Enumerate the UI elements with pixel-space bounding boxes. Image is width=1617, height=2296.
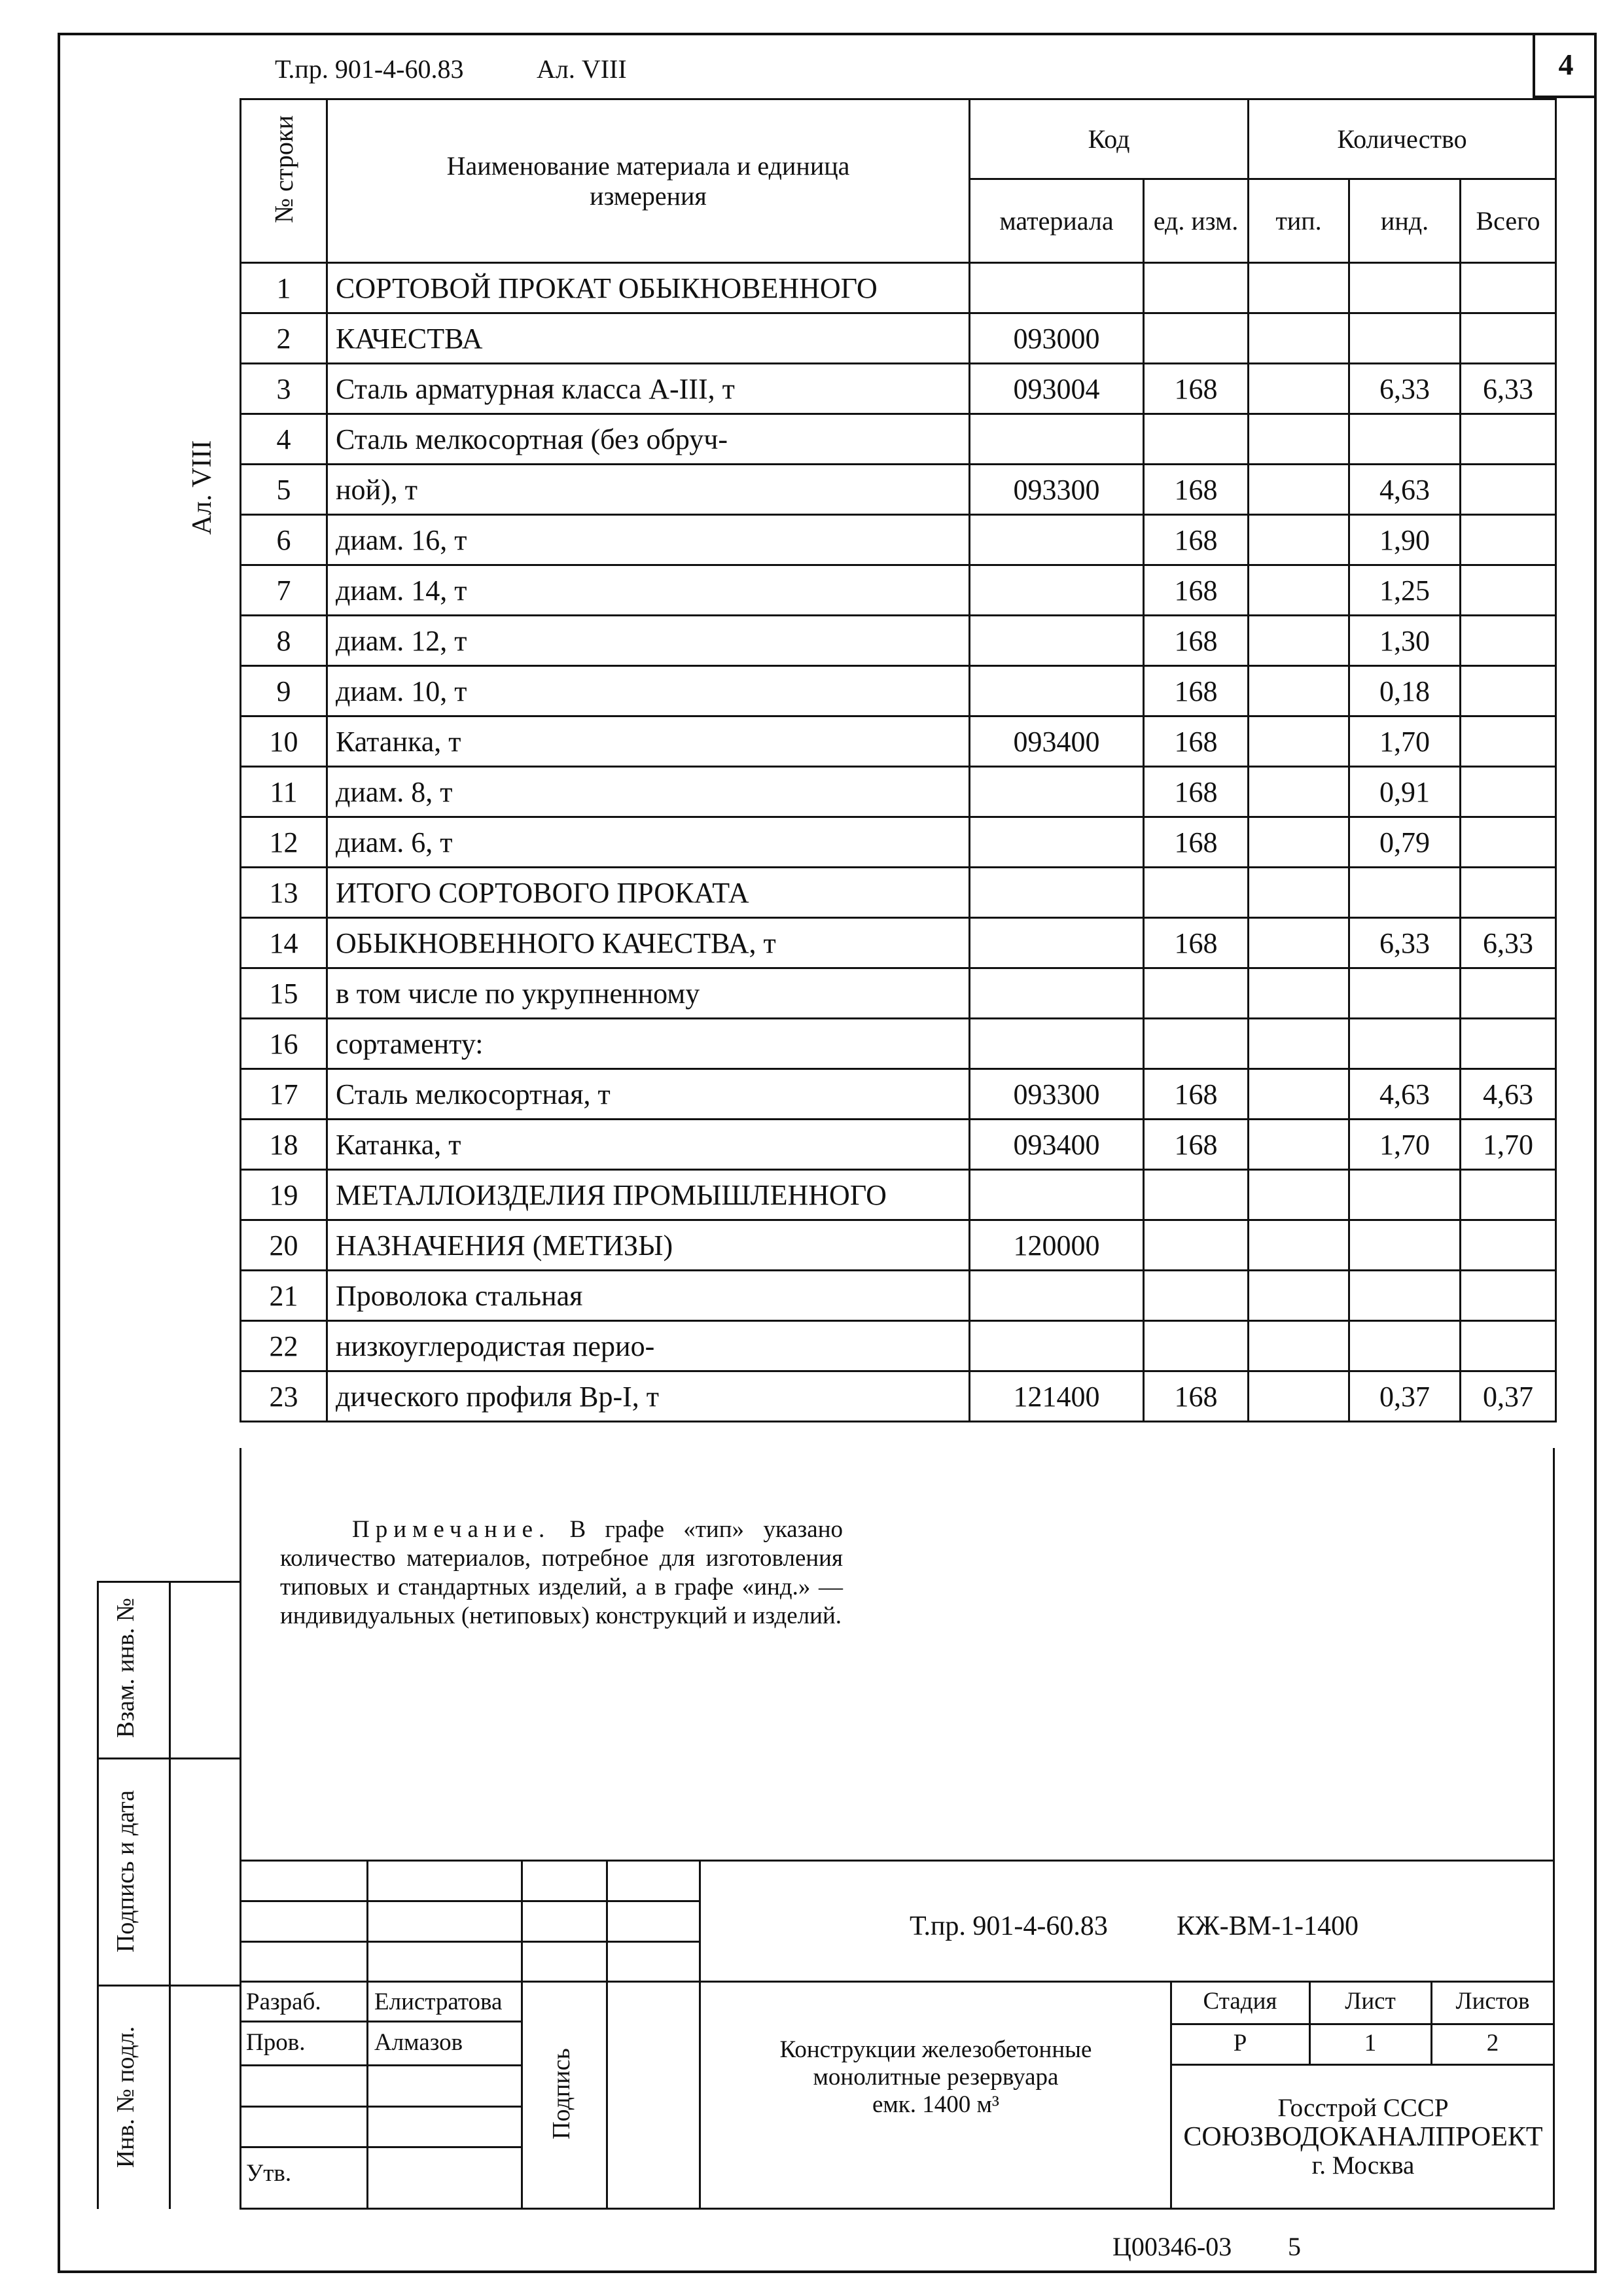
row-qty-ind: 1,70 [1349, 1120, 1461, 1170]
row-qty-ind: 0,18 [1349, 666, 1461, 716]
tb-prov-label: Пров. [246, 2029, 306, 2056]
row-name: Катанка, т [327, 716, 970, 767]
header-code: Код [970, 99, 1249, 179]
row-qty-tip [1249, 918, 1349, 968]
row-qty-ind: 0,37 [1349, 1371, 1461, 1422]
row-number: 8 [241, 616, 327, 666]
tb-org-line-3: г. Москва [1311, 2151, 1415, 2180]
tb-sheet-value: 1 [1364, 2030, 1377, 2057]
row-qty-ind [1349, 868, 1461, 918]
side-album-label: Ал. VIII [187, 440, 217, 535]
row-qty-total [1461, 414, 1556, 465]
row-number: 3 [241, 364, 327, 414]
tb-doc-code: Т.пр. 901-4-60.83 [910, 1911, 1108, 1941]
row-name: Катанка, т [327, 1120, 970, 1170]
row-material-code: 093000 [970, 313, 1144, 364]
row-qty-total [1461, 666, 1556, 716]
table-row [241, 263, 1556, 313]
row-unit-code: 168 [1144, 515, 1249, 565]
row-unit-code: 168 [1144, 767, 1249, 817]
row-qty-tip [1249, 1069, 1349, 1120]
row-qty-total [1461, 515, 1556, 565]
row-name: диам. 12, т [327, 616, 970, 666]
row-number: 4 [241, 414, 327, 465]
table-row [241, 313, 1556, 364]
table-row [241, 515, 1556, 565]
row-unit-code: 168 [1144, 616, 1249, 666]
row-qty-total [1461, 716, 1556, 767]
row-material-code [970, 666, 1144, 716]
note [280, 1515, 843, 1631]
tb-prov-name: Алмазов [374, 2029, 463, 2056]
tb-line-e [240, 2064, 521, 2066]
tb-line-g [240, 2146, 521, 2148]
tb-stage-label: Стадия [1203, 1988, 1277, 2015]
header-name: Наименование материала и единица измерения [327, 99, 970, 263]
tb-utv-label: Утв. [246, 2160, 292, 2187]
row-unit-code: 168 [1144, 716, 1249, 767]
row-name: низкоуглеродистая перио- [327, 1321, 970, 1371]
table-row [241, 1069, 1556, 1120]
row-qty-total [1461, 616, 1556, 666]
row-name: ной), т [327, 465, 970, 515]
tb-vline-1 [366, 1860, 368, 2209]
tb-stage-line-1 [1170, 2023, 1555, 2025]
row-qty-ind: 4,63 [1349, 465, 1461, 515]
row-name: НАЗНАЧЕНИЯ (МЕТИЗЫ) [327, 1220, 970, 1271]
row-qty-total [1461, 313, 1556, 364]
row-name: диам. 8, т [327, 767, 970, 817]
tb-organization [1171, 2094, 1555, 2180]
table-row [241, 1321, 1556, 1371]
row-name: диам. 10, т [327, 666, 970, 716]
table-row [241, 1120, 1556, 1170]
row-qty-tip [1249, 666, 1349, 716]
row-name: Сталь мелкосортная (без обруч- [327, 414, 970, 465]
tb-org-line-2: СОЮЗВОДОКАНАЛПРОЕКТ [1183, 2122, 1543, 2152]
row-unit-code: 168 [1144, 1371, 1249, 1422]
row-number: 10 [241, 716, 327, 767]
row-qty-total [1461, 767, 1556, 817]
row-qty-total [1461, 1170, 1556, 1220]
row-number: 1 [241, 263, 327, 313]
row-name: Сталь арматурная класса А-III, т [327, 364, 970, 414]
row-number: 12 [241, 817, 327, 868]
tb-title-line-3: емк. 1400 м³ [872, 2091, 1000, 2118]
row-qty-tip [1249, 364, 1349, 414]
row-qty-ind [1349, 313, 1461, 364]
side-strip-divider [169, 1581, 171, 2209]
table-row [241, 1271, 1556, 1321]
row-qty-tip [1249, 1371, 1349, 1422]
tb-title [707, 2036, 1165, 2119]
row-qty-ind [1349, 1220, 1461, 1271]
tb-vline-3 [606, 1860, 608, 2209]
row-qty-total [1461, 1220, 1556, 1271]
row-qty-total: 6,33 [1461, 918, 1556, 968]
side-podpis-data: Подпись и дата [112, 1790, 139, 1953]
row-material-code [970, 968, 1144, 1019]
row-qty-tip [1249, 313, 1349, 364]
tb-line-f [240, 2106, 521, 2108]
row-number: 19 [241, 1170, 327, 1220]
table-left-extension [240, 1448, 241, 2210]
row-material-code [970, 263, 1144, 313]
table-row [241, 1371, 1556, 1422]
row-qty-ind: 1,30 [1349, 616, 1461, 666]
row-number: 11 [241, 767, 327, 817]
row-unit-code [1144, 968, 1249, 1019]
table-row [241, 1170, 1556, 1220]
row-material-code: 093300 [970, 465, 1144, 515]
row-qty-total: 6,33 [1461, 364, 1556, 414]
row-qty-tip [1249, 1120, 1349, 1170]
table-row [241, 465, 1556, 515]
tb-razrab-label: Разраб. [246, 1988, 321, 2015]
tb-vline-2 [521, 1860, 523, 2209]
row-name: Сталь мелкосортная, т [327, 1069, 970, 1120]
tb-vline-4 [699, 1860, 701, 2209]
footer-page: 5 [1288, 2232, 1301, 2261]
row-qty-tip [1249, 515, 1349, 565]
table-row [241, 918, 1556, 968]
row-name: ОБЫКНОВЕННОГО КАЧЕСТВА, т [327, 918, 970, 968]
row-qty-tip [1249, 1220, 1349, 1271]
tb-line-bottom [240, 2208, 1555, 2210]
note-heading: Примечание. [352, 1516, 551, 1543]
row-number: 9 [241, 666, 327, 716]
row-qty-tip [1249, 414, 1349, 465]
row-material-code: 121400 [970, 1371, 1144, 1422]
row-qty-total [1461, 817, 1556, 868]
row-number: 21 [241, 1271, 327, 1321]
row-qty-total [1461, 968, 1556, 1019]
row-material-code [970, 868, 1144, 918]
table-row [241, 616, 1556, 666]
table-row [241, 364, 1556, 414]
row-unit-code: 168 [1144, 666, 1249, 716]
row-qty-tip [1249, 1321, 1349, 1371]
side-inv-podl: Инв. № подл. [112, 2026, 139, 2168]
tb-org-line-1: Госстрой СССР [1277, 2094, 1449, 2122]
row-qty-total [1461, 1321, 1556, 1371]
row-unit-code: 168 [1144, 1069, 1249, 1120]
row-material-code [970, 918, 1144, 968]
table-row [241, 1019, 1556, 1069]
side-vzam-inv: Взам. инв. № [112, 1597, 139, 1739]
tb-stage-line-2 [1170, 2064, 1555, 2066]
header-qty-total: Всего [1461, 179, 1556, 263]
materials-table [240, 98, 1557, 1422]
row-qty-ind: 1,90 [1349, 515, 1461, 565]
row-qty-ind: 0,79 [1349, 817, 1461, 868]
header-album: Ал. VIII [537, 54, 627, 84]
row-name: диам. 16, т [327, 515, 970, 565]
header-qty-ind: инд. [1349, 179, 1461, 263]
row-material-code [970, 414, 1144, 465]
row-qty-ind: 1,70 [1349, 716, 1461, 767]
row-unit-code: 168 [1144, 1120, 1249, 1170]
row-qty-tip [1249, 1170, 1349, 1220]
row-qty-tip [1249, 263, 1349, 313]
table-row [241, 1220, 1556, 1271]
materials-table-body [241, 263, 1556, 1422]
row-material-code [970, 565, 1144, 616]
row-qty-total [1461, 1019, 1556, 1069]
table-row [241, 868, 1556, 918]
row-qty-total [1461, 1271, 1556, 1321]
row-qty-total [1461, 465, 1556, 515]
row-unit-code: 168 [1144, 565, 1249, 616]
row-qty-ind: 6,33 [1349, 918, 1461, 968]
row-unit-code: 168 [1144, 364, 1249, 414]
row-qty-ind [1349, 1321, 1461, 1371]
row-qty-tip [1249, 465, 1349, 515]
row-name: СОРТОВОЙ ПРОКАТ ОБЫКНОВЕННОГО [327, 263, 970, 313]
header-code-unit: ед. изм. [1144, 179, 1249, 263]
row-unit-code: 168 [1144, 817, 1249, 868]
row-qty-tip [1249, 968, 1349, 1019]
row-number: 23 [241, 1371, 327, 1422]
row-unit-code [1144, 1271, 1249, 1321]
row-name: дического профиля Вр-I, т [327, 1371, 970, 1422]
row-material-code: 093400 [970, 716, 1144, 767]
row-material-code [970, 515, 1144, 565]
row-material-code [970, 1170, 1144, 1220]
row-number: 7 [241, 565, 327, 616]
row-qty-tip [1249, 817, 1349, 868]
row-unit-code [1144, 1321, 1249, 1371]
row-material-code [970, 817, 1144, 868]
row-qty-total: 1,70 [1461, 1120, 1556, 1170]
side-strip-left [97, 1581, 99, 2209]
row-qty-total: 0,37 [1461, 1371, 1556, 1422]
row-material-code [970, 767, 1144, 817]
row-material-code: 093004 [970, 364, 1144, 414]
header-qty-tip: тип. [1249, 179, 1349, 263]
table-row [241, 414, 1556, 465]
table-row [241, 968, 1556, 1019]
page-number: 4 [1533, 33, 1597, 98]
row-qty-total: 4,63 [1461, 1069, 1556, 1120]
row-unit-code [1144, 414, 1249, 465]
row-unit-code [1144, 263, 1249, 313]
row-qty-ind [1349, 414, 1461, 465]
tb-razrab-name: Елистратова [374, 1988, 503, 2015]
row-qty-ind [1349, 1271, 1461, 1321]
row-unit-code: 168 [1144, 465, 1249, 515]
row-qty-ind: 6,33 [1349, 364, 1461, 414]
row-name: Проволока стальная [327, 1271, 970, 1321]
row-number: 6 [241, 515, 327, 565]
row-qty-ind [1349, 1019, 1461, 1069]
row-material-code [970, 1321, 1144, 1371]
row-name: КАЧЕСТВА [327, 313, 970, 364]
row-number: 18 [241, 1120, 327, 1170]
header-doc-code: Т.пр. 901-4-60.83 [275, 54, 464, 84]
row-unit-code [1144, 1019, 1249, 1069]
header-row-no: № строки [241, 99, 327, 263]
note-text: В графе «тип» указано количество материалов, потребное для изготовления типовых и стандартных изделий, а в графе «инд.» — индивидуальных (нетиповых) конструкций и изделий. [280, 1516, 843, 1629]
row-number: 20 [241, 1220, 327, 1271]
footer-archive-code: Ц00346-03 [1112, 2232, 1232, 2261]
row-qty-ind [1349, 968, 1461, 1019]
tb-line-c [240, 1981, 1555, 1983]
row-unit-code [1144, 1170, 1249, 1220]
table-row [241, 817, 1556, 868]
row-qty-ind [1349, 1170, 1461, 1220]
tb-title-line-1: Конструкции железобетонные [779, 2036, 1092, 2063]
row-name: сортаменту: [327, 1019, 970, 1069]
row-number: 14 [241, 918, 327, 968]
table-row [241, 767, 1556, 817]
row-number: 15 [241, 968, 327, 1019]
row-qty-ind [1349, 263, 1461, 313]
row-qty-tip [1249, 868, 1349, 918]
table-row [241, 716, 1556, 767]
tb-line-d [240, 2021, 521, 2022]
tb-sheet-code: КЖ-ВМ-1-1400 [1177, 1911, 1359, 1941]
tb-podpis-label: Подпись [548, 2048, 575, 2140]
row-qty-total [1461, 263, 1556, 313]
table-row [241, 666, 1556, 716]
tb-sheets-label: Листов [1455, 1988, 1530, 2015]
row-number: 17 [241, 1069, 327, 1120]
row-unit-code: 168 [1144, 918, 1249, 968]
row-name: в том числе по укрупненному [327, 968, 970, 1019]
row-name: МЕТАЛЛОИЗДЕЛИЯ ПРОМЫШЛЕННОГО [327, 1170, 970, 1220]
row-qty-total [1461, 868, 1556, 918]
row-material-code [970, 616, 1144, 666]
row-number: 13 [241, 868, 327, 918]
row-material-code [970, 1019, 1144, 1069]
row-qty-tip [1249, 716, 1349, 767]
row-number: 22 [241, 1321, 327, 1371]
row-number: 2 [241, 313, 327, 364]
row-number: 5 [241, 465, 327, 515]
row-qty-total [1461, 565, 1556, 616]
row-qty-tip [1249, 616, 1349, 666]
row-name: диам. 6, т [327, 817, 970, 868]
row-qty-ind: 0,91 [1349, 767, 1461, 817]
tb-sheet-label: Лист [1345, 1988, 1396, 2015]
row-qty-tip [1249, 1271, 1349, 1321]
row-material-code [970, 1271, 1144, 1321]
row-qty-tip [1249, 1019, 1349, 1069]
row-qty-tip [1249, 565, 1349, 616]
tb-sheets-value: 2 [1486, 2030, 1499, 2057]
row-unit-code [1144, 1220, 1249, 1271]
row-name: ИТОГО СОРТОВОГО ПРОКАТА [327, 868, 970, 918]
row-unit-code [1144, 313, 1249, 364]
row-qty-ind: 1,25 [1349, 565, 1461, 616]
header-code-material: материала [970, 179, 1144, 263]
row-material-code: 093300 [970, 1069, 1144, 1120]
row-name: диам. 14, т [327, 565, 970, 616]
tb-title-line-2: монолитные резервуара [813, 2064, 1059, 2091]
tb-line-top [240, 1860, 1555, 1862]
table-row [241, 565, 1556, 616]
row-material-code: 120000 [970, 1220, 1144, 1271]
header-quantity: Количество [1249, 99, 1556, 179]
row-unit-code [1144, 868, 1249, 918]
row-material-code: 093400 [970, 1120, 1144, 1170]
row-qty-tip [1249, 767, 1349, 817]
row-number: 16 [241, 1019, 327, 1069]
tb-stage-value: Р [1233, 2030, 1247, 2057]
row-qty-ind: 4,63 [1349, 1069, 1461, 1120]
tb-line-b [240, 1941, 699, 1943]
tb-line-a [240, 1900, 699, 1902]
